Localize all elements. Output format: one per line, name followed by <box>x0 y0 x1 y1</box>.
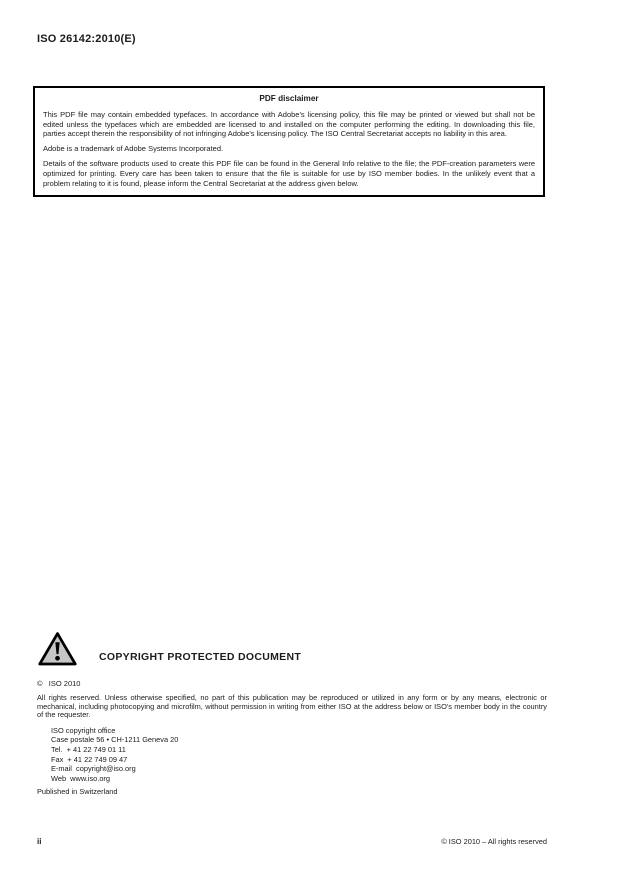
address-line-office: ISO copyright office <box>51 725 116 735</box>
address-line-tel: Tel. + 41 22 749 01 11 <box>51 744 126 754</box>
address-line-web: Web www.iso.org <box>51 773 111 783</box>
address-block <box>51 726 547 784</box>
page-number: ii <box>37 837 42 846</box>
copyright-header <box>37 630 547 668</box>
pdf-disclaimer-box <box>33 86 545 197</box>
disclaimer-title: PDF disclaimer <box>259 94 319 103</box>
document-reference: ISO 26142:2010(E) <box>37 33 136 45</box>
copyright-section <box>37 630 547 796</box>
address-line-postal: Case postale 56 • CH-1211 Geneva 20 <box>51 735 179 745</box>
published-line: Published in Switzerland <box>37 787 118 797</box>
disclaimer-paragraph-2: Adobe is a trademark of Adobe Systems Incorporated. <box>43 144 224 154</box>
address-line-email: E-mail copyright@iso.org <box>51 764 136 774</box>
page-header <box>37 33 136 45</box>
copyright-year-line: © ISO 2010 <box>37 679 81 688</box>
copyright-heading: COPYRIGHT PROTECTED DOCUMENT <box>99 651 302 663</box>
address-line-fax: Fax + 41 22 749 09 47 <box>51 754 128 764</box>
warning-triangle-icon <box>37 630 78 668</box>
disclaimer-paragraph-3: Details of the software products used to create this PDF file can be found in the General Info relative to the file; the PDF-creation parameters were optimized for printing. Every care has been taken to ensure that the file is suitable for use by ISO member bodies. In the unlikely event that a problem relating to it is found, please inform the Central Secretariat at the address given below. <box>43 159 535 188</box>
disclaimer-paragraph-1: This PDF file may contain embedded typefaces. In accordance with Adobe's licensing policy, this file may be printed or viewed but shall not be edited unless the typefaces which are embedded are licensed to and installed on the computer performing the editing. In downloading this file, parties accept therein the responsibility of not infringing Adobe's licensing policy. The ISO Central Secretariat accepts no liability in this area. <box>43 110 535 139</box>
page-footer <box>37 837 547 846</box>
rights-statement: All rights reserved. Unless otherwise specified, no part of this publication may be reproduced or utilized in any form or by any means, electronic or mechanical, including photocopying and microfilm, without permission in writing from either ISO at the address below or ISO's member body in the country of the requester. <box>37 693 547 720</box>
footer-copyright: © ISO 2010 – All rights reserved <box>441 837 547 846</box>
